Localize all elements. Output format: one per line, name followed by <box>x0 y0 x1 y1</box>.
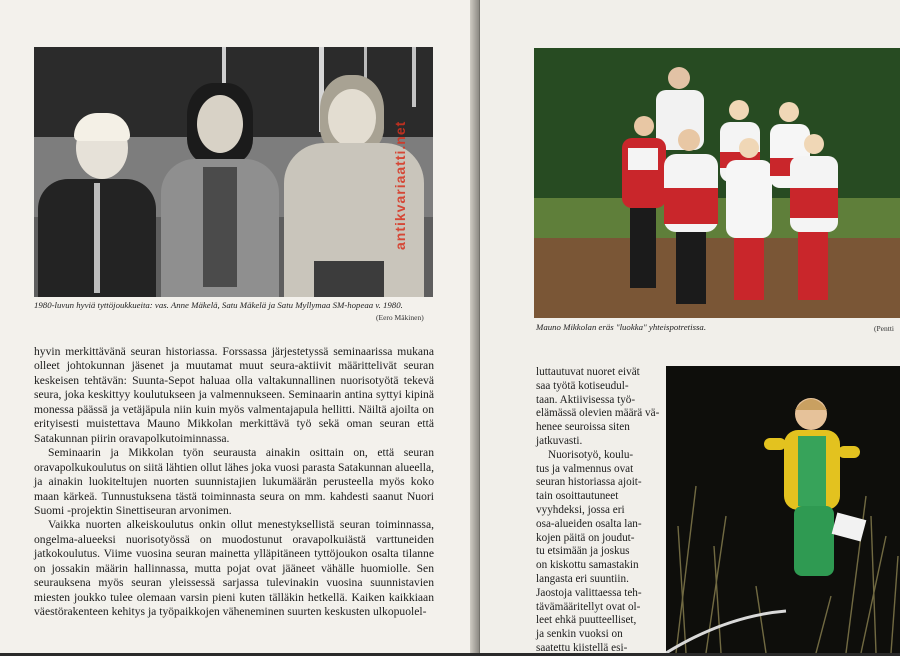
child-orienteering-photo <box>666 366 900 653</box>
girls-team-photo <box>34 47 433 297</box>
text-line: langasta eri suuntiin. <box>536 572 629 585</box>
left-photo-caption: 1980-luvun hyviä tyttöjoukkueita: vas. Anne Mäkelä, Satu Mäkelä ja Satu Myllymaa SM-hopeaa v. 1980. <box>34 300 403 310</box>
paragraph: hyvin merkittävänä seuran historiassa. Forssassa järjestetyssä seminaarissa mukana olleet johtokunnan jäsenet ja muutamat muut seura-aktiivit määrittelivät seuran keskeisen tehtävän: Suunta-Sepot haluaa olla valtakunnallinen nuorisotyötä tekevä seura, joka keskittyy koulutukseen ja valmennukseen. Seminaarin antina syttyi kipinä monessa päässä ja vetäjäpula niin kuin myös valmentajapula hellitti. Näiltä ajoilta on erityisesti muistettava Mauno Mikkolan merkittävä työ sekä oman seuran että Satakunnan piirin oravapolkutoiminnassa. <box>34 345 434 445</box>
text-line: luttautuvat nuoret eivät <box>536 366 640 378</box>
text-line: seuran historiassa ajoit- <box>536 476 642 489</box>
girl-left <box>34 117 154 297</box>
paragraph: Seminaarin ja Mikkolan työn seurausta ainakin osittain on, että seuran oravapolkukoulutus on siitä lähtien ollut lähes joka vuosi parasta Satakunnan alueella, ja ainakin luokiteltujen nuorten suunnistajien lukumäärän perusteella myös koko maan kärkeä. Tunnustuksena tästä toiminnasta seura on mm. kahdesti saanut Nuori Suomi -projektin Sinettiseuran arvonimen. <box>34 446 434 517</box>
text-line: ja senkin vuoksi on <box>536 628 623 641</box>
text-line: tain osoittautuneet <box>536 490 619 503</box>
text-line: kojen päitä on joudut- <box>536 531 635 544</box>
text-line: elämässä olevien määrä vä- <box>536 407 660 420</box>
left-body-text <box>34 345 434 620</box>
class-group <box>534 48 900 318</box>
right-photo-caption: Mauno Mikkolan eräs "luokka" yhteispotretissa. <box>536 322 707 332</box>
text-line: tus ja valmennus ovat <box>536 462 634 475</box>
text-line: Jaostoja valittaessa teh- <box>536 586 642 599</box>
text-line: osa-alueiden osalta lan- <box>536 517 642 530</box>
text-line: on kiskottu samastakin <box>536 559 639 572</box>
text-line: saatettu kiistellä esi- <box>536 641 628 654</box>
text-line: saa työtä kotiseudul- <box>536 379 629 392</box>
text-line: jatkuvasti. <box>536 434 583 447</box>
text-line: Nuorisotyö, koulu- <box>548 448 634 461</box>
watermark: antikvariaatti.net <box>392 120 408 250</box>
text-line: tu etsimään ja joskus <box>536 545 630 558</box>
left-photo-credit: (Eero Mäkinen) <box>376 313 424 322</box>
child-in-grass <box>666 366 900 653</box>
text-line: taan. Aktiivisessa työ- <box>536 393 636 406</box>
right-column-text <box>536 366 660 656</box>
text-line: vyyhdeksi, jossa eri <box>536 503 625 516</box>
girl-middle <box>159 83 279 297</box>
right-photo-credit: (Pentti <box>874 324 894 333</box>
text-line: leet ehkä puutteelliset, <box>536 614 637 627</box>
text-line: tävämääritellyt ovat ol- <box>536 600 641 613</box>
text-line: henee seuroissa siten <box>536 421 630 434</box>
orienteering-class-photo <box>534 48 900 318</box>
paragraph: Vaikka nuorten alkeiskoulutus onkin ollut menestyksellistä seuran toiminnassa, ongelma-alueeksi nuorisotyössä on muodostunut oravapolkuiästä varttuneiden jatkokoulutus. Viime vuosina seuran mainetta ylläpitäneen tyttöjoukon osalta tilanne on jossakin määrin hallinnassa, mutta pojat ovat jääneet vähälle huomiolle. Sen seurauksena myös seuran yleissessä sarjassa tulevinakin vuosina suunnistavien miesten joukko tulee olemaan varsin pieni kuten tälläkin hetkellä. Kaiken kaikkiaan väestörakenteen kehitys ja työpaikkojen väheneminen suurten keskusten ulkopuolel- <box>34 518 434 619</box>
